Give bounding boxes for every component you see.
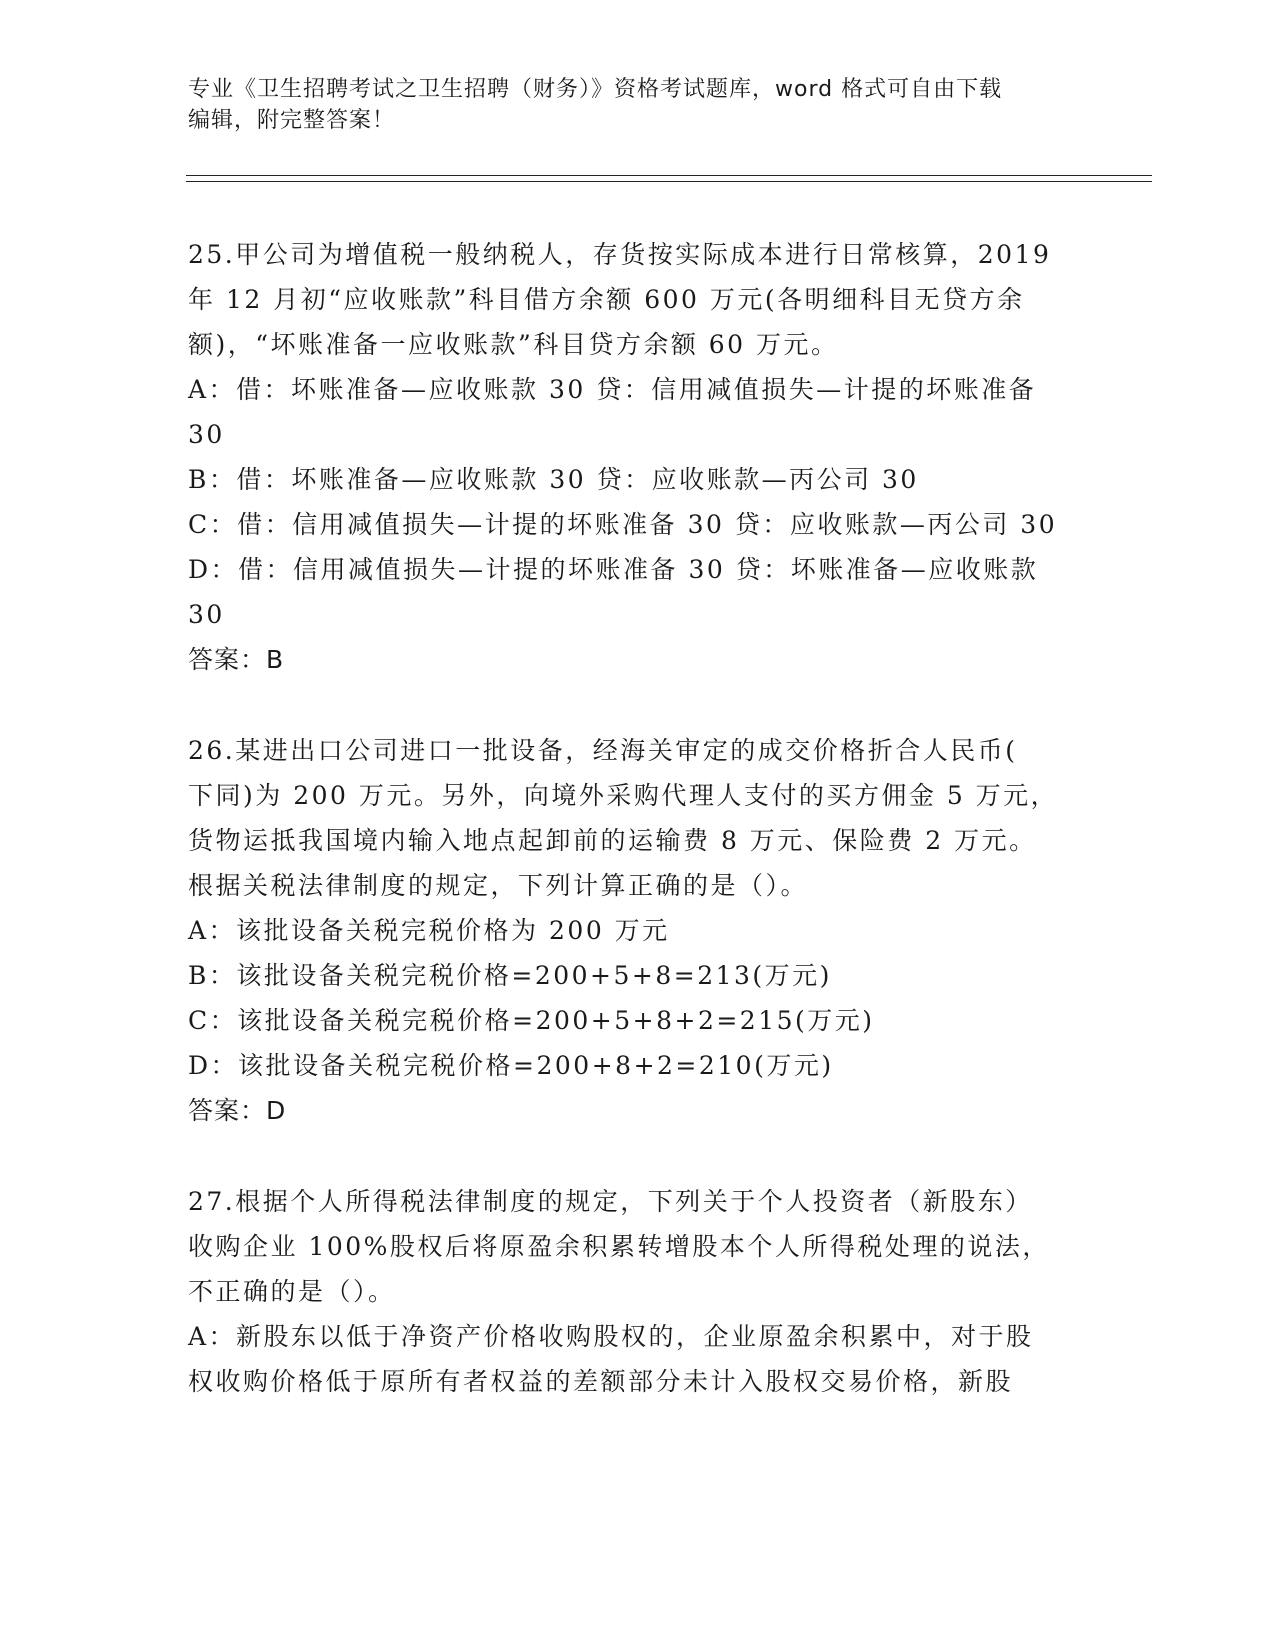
question-stem-line: 年 12 月初“应收账款”科目借方余额 600 万元(各明细科目无贷方余 <box>188 285 1025 314</box>
question-stem-line: 27.根据个人所得税法律制度的规定，下列关于个人投资者（新股东） <box>188 1187 1033 1216</box>
option-c-line: C：借：信用减值损失—计提的坏账准备 30 贷：应收账款—丙公司 30 <box>188 510 1058 539</box>
question-stem-line: 26.某进出口公司进口一批设备，经海关审定的成交价格折合人民币( <box>188 736 1018 765</box>
option-a-line: 30 <box>188 420 225 449</box>
question-26 <box>188 728 1078 1133</box>
option-b-line: B：借：坏账准备—应收账款 30 贷：应收账款—丙公司 30 <box>188 465 919 494</box>
question-stem-line: 货物运抵我国境内输入地点起卸前的运输费 8 万元、保险费 2 万元。 <box>188 826 1037 855</box>
answer-label: 答案：B <box>188 645 285 674</box>
document-header <box>188 74 1088 136</box>
question-stem-line: 根据关税法律制度的规定，下列计算正确的是（）。 <box>188 871 809 900</box>
question-stem-line: 25.甲公司为增值税一般纳税人，存货按实际成本进行日常核算，2019 <box>188 240 1052 269</box>
header-line-2: 编辑，附完整答案！ <box>188 108 396 133</box>
question-stem-line: 额)，“坏账准备一应收账款”科目贷方余额 60 万元。 <box>188 330 839 359</box>
option-d-line: D：借：信用减值损失—计提的坏账准备 30 贷：坏账准备—应收账款 <box>188 555 1039 584</box>
option-a-line: A：新股东以低于净资产价格收购股权的，企业原盈余积累中，对于股 <box>188 1322 1034 1351</box>
option-b-line: B：该批设备关税完税价格=200+5+8=213(万元) <box>188 961 832 990</box>
header-line-1: 专业《卫生招聘考试之卫生招聘（财务）》资格考试题库，word 格式可自由下载 <box>188 77 1003 102</box>
option-a-line: 权收购价格低于原所有者权益的差额部分未计入股权交易价格，新股 <box>188 1367 1014 1396</box>
question-stem-line: 收购企业 100%股权后将原盈余积累转增股本个人所得税处理的说法， <box>188 1232 1050 1261</box>
header-divider-secondary <box>186 181 1152 182</box>
question-27 <box>188 1179 1078 1404</box>
question-spacer <box>188 682 1078 728</box>
question-list <box>188 232 1078 1404</box>
question-25 <box>188 232 1078 682</box>
question-stem-line: 不正确的是（）。 <box>188 1277 396 1306</box>
header-divider <box>186 175 1152 176</box>
option-d-line: 30 <box>188 600 225 629</box>
option-c-line: C：该批设备关税完税价格=200+5+8+2=215(万元) <box>188 1006 875 1035</box>
question-spacer <box>188 1133 1078 1179</box>
question-stem-line: 下同)为 200 万元。另外，向境外采购代理人支付的买方佣金 5 万元， <box>188 781 1059 810</box>
option-a-line: A：借：坏账准备—应收账款 30 贷：信用减值损失—计提的坏账准备 <box>188 375 1037 404</box>
answer-label: 答案：D <box>188 1096 287 1125</box>
option-a-line: A：该批设备关税完税价格为 200 万元 <box>188 916 670 945</box>
option-d-line: D：该批设备关税完税价格=200+8+2=210(万元) <box>188 1051 834 1080</box>
